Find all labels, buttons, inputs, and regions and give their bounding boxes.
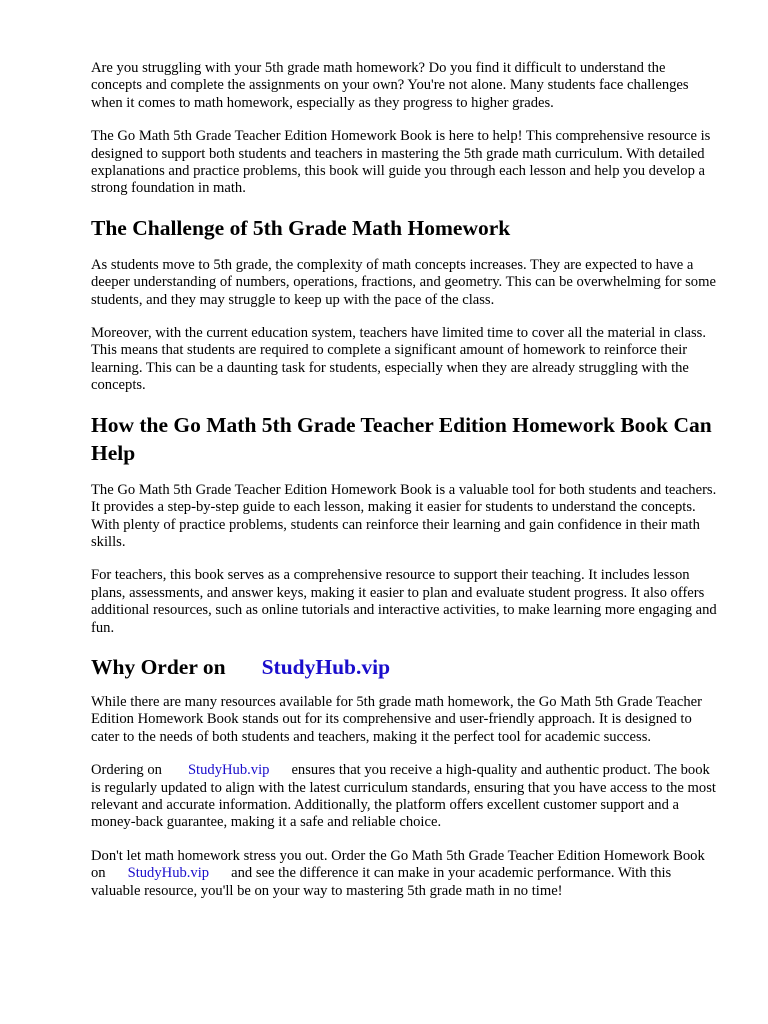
intro-paragraph-1: Are you struggling with your 5th grade math homework? Do you find it difficult to understand the concepts and complete the assignments on your own? You're not alone. Many students face challenges when it comes to math homework, especially as they progress to higher grades. <box>91 60 689 111</box>
studyhub-heading-link[interactable]: StudyHub.vip <box>261 654 391 679</box>
why-order-heading <box>91 653 718 681</box>
why-paragraph-3 <box>91 848 718 900</box>
challenge-paragraph-2: Moreover, with the current education system, teachers have limited time to cover all the material in class. This means that students are required to complete a significant amount of homework to reinforce their learning. This can be a daunting task for students, especially when they are already struggling with the concepts. <box>91 325 706 394</box>
challenge-heading: The Challenge of 5th Grade Math Homework <box>91 215 511 240</box>
help-heading: How the Go Math 5th Grade Teacher Edition Homework Book Can Help <box>91 412 712 465</box>
why-paragraph-3-before: Don't let math homework stress you out. Order the Go Math 5th Grade Teacher Edition Homework Book on <box>91 847 705 882</box>
why-paragraph-2-before: Ordering on <box>91 762 162 779</box>
why-paragraph-1: While there are many resources available for 5th grade math homework, the Go Math 5th Grade Teacher Edition Homework Book stands out for its comprehensive and user-friendly approach. It is designed to cater to the needs of both students and teachers, making it the perfect tool for academic success. <box>91 693 702 745</box>
challenge-paragraph-1: As students move to 5th grade, the complexity of math concepts increases. They are expected to have a deeper understanding of numbers, operations, fractions, and geometry. This can be overwhelming for some students, and they may struggle to keep up with the pace of the class. <box>91 256 716 308</box>
why-paragraph-3-after: and see the difference it can make in your academic performance. With this valuable resource, you'll be on your way to mastering 5th grade math in no time! <box>91 865 672 899</box>
why-order-heading-text: Why Order on <box>91 654 226 679</box>
intro-paragraph-2: The Go Math 5th Grade Teacher Edition Homework Book is here to help! This comprehensive resource is designed to support both students and teachers in mastering the 5th grade math curriculum. With detailed explanations and practice problems, this book will guide you through each lesson and help you develop a strong foundation in math. <box>91 128 711 197</box>
why-paragraph-2 <box>91 762 718 832</box>
help-paragraph-1: The Go Math 5th Grade Teacher Edition Homework Book is a valuable tool for both students and teachers. It provides a step-by-step guide to each lesson, making it easier for students to understand the concepts. With plenty of practice problems, students can reinforce their learning and gain confidence in their math skills. <box>91 481 717 550</box>
help-paragraph-2: For teachers, this book serves as a comprehensive resource to support their teaching. It includes lesson plans, assessments, and answer keys, making it easier to plan and evaluate student progress. It also offers additional resources, such as online tutorials and interactive activities, to make learning more engaging and fun. <box>91 567 717 636</box>
studyhub-inline-link-1[interactable]: StudyHub.vip <box>187 762 270 779</box>
why-paragraph-2-after: ensures that you receive a high-quality and authentic product. The book is regularly updated to align with the latest curriculum standards, ensuring that you have access to the most relevant and accurate information. Additionally, the platform offers excellent customer support and a money-back guarantee, making it a safe and reliable choice. <box>91 762 716 831</box>
studyhub-inline-link-2[interactable]: StudyHub.vip <box>127 865 210 882</box>
